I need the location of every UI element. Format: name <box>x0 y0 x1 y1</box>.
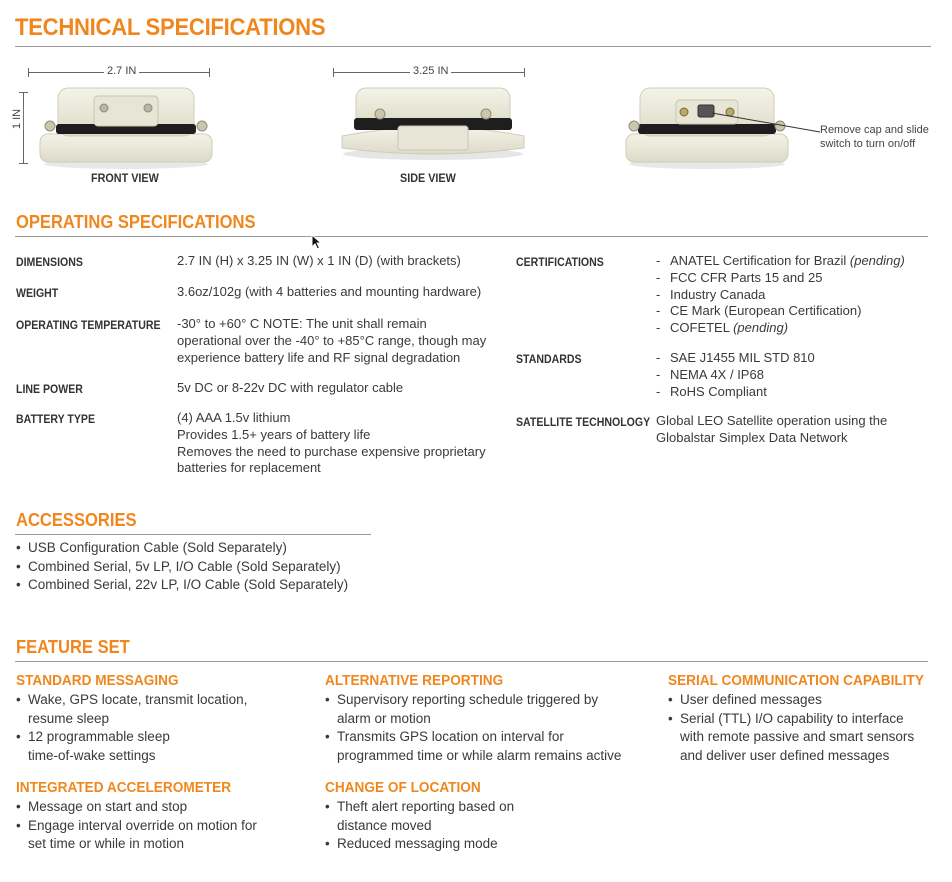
feature-heading: CHANGE OF LOCATION <box>325 780 481 796</box>
spec-value: Global LEO Satellite operation using the Globalstar Simplex Data Network <box>656 413 888 445</box>
feature-list <box>325 798 514 854</box>
spec-label: WEIGHT <box>16 286 59 300</box>
title-rule <box>15 46 931 47</box>
feature-heading: SERIAL COMMUNICATION CAPABILITY <box>668 673 924 689</box>
feature-list <box>16 798 257 854</box>
list-item: • User defined messages <box>668 691 914 710</box>
list-item: • Reduced messaging mode <box>325 835 514 854</box>
spec-label: STANDARDS <box>516 352 582 366</box>
list-item: • Combined Serial, 22v LP, I/O Cable (Sold Separately) <box>16 576 348 595</box>
feature-list <box>668 691 914 765</box>
list-item: • Transmits GPS location on interval for programmed time or while alarm remains active <box>325 728 621 765</box>
feature-set-heading: FEATURE SET <box>16 637 130 657</box>
feature-list <box>325 691 621 765</box>
accessories-heading: ACCESSORIES <box>16 510 137 530</box>
list-item: • Supervisory reporting schedule triggered by alarm or motion <box>325 691 621 728</box>
spec-value: 2.7 IN (H) x 3.25 IN (W) x 1 IN (D) (with brackets) <box>177 253 461 268</box>
list-item: • Wake, GPS locate, transmit location, resume sleep <box>16 691 247 728</box>
spec-label: LINE POWER <box>16 382 83 396</box>
list-item: - ANATEL Certification for Brazil (pending) <box>656 253 905 270</box>
feature-heading: STANDARD MESSAGING <box>16 673 179 689</box>
spec-value: 5v DC or 8-22v DC with regulator cable <box>177 380 404 395</box>
callout-leader-line <box>700 110 825 140</box>
spec-label: SATELLITE TECHNOLOGY <box>516 415 651 429</box>
list-item: - Industry Canada <box>656 287 905 304</box>
spec-label: BATTERY TYPE <box>16 412 96 426</box>
list-item: - FCC CFR Parts 15 and 25 <box>656 270 905 287</box>
list-item: • 12 programmable sleep time-of-wake settings <box>16 728 247 765</box>
spec-label: CERTIFICATIONS <box>516 255 604 269</box>
feature-heading: INTEGRATED ACCELEROMETER <box>16 780 232 796</box>
list-item: - NEMA 4X / IP68 <box>656 367 815 384</box>
standards-list <box>656 350 815 400</box>
front-view-device <box>36 84 216 170</box>
back-view-callout: Remove cap and slide switch to turn on/off <box>820 124 929 150</box>
operating-specs-heading: OPERATING SPECIFICATIONS <box>16 212 256 232</box>
spec-label: OPERATING TEMPERATURE <box>16 318 161 332</box>
front-height-line <box>23 92 24 164</box>
certifications-list <box>656 253 905 337</box>
side-view-device <box>338 84 528 164</box>
feature-list <box>16 691 247 765</box>
mouse-pointer-icon <box>311 234 323 250</box>
front-height-label: 1 IN <box>11 108 24 130</box>
list-item: • Engage interval override on motion for set time or while in motion <box>16 817 257 854</box>
accessories-rule <box>15 534 371 535</box>
front-view-label: FRONT VIEW <box>91 171 159 185</box>
accessories-list <box>16 539 348 595</box>
spec-label: DIMENSIONS <box>16 255 83 269</box>
operating-specs-rule <box>15 236 928 237</box>
list-item: • Theft alert reporting based on distance moved <box>325 798 514 835</box>
feature-set-rule <box>15 661 928 662</box>
list-item: - SAE J1455 MIL STD 810 <box>656 350 815 367</box>
side-view-label: SIDE VIEW <box>400 171 456 185</box>
spec-value: 3.6oz/102g (with 4 batteries and mounting hardware) <box>177 284 482 299</box>
spec-value: (4) AAA 1.5v lithium Provides 1.5+ years of battery life Removes the need to purchase expensive proprietary batteries for replacement <box>177 410 486 476</box>
feature-heading: ALTERNATIVE REPORTING <box>325 673 504 689</box>
front-width-label: 2.7 IN <box>104 65 139 77</box>
list-item: • USB Configuration Cable (Sold Separately) <box>16 539 348 558</box>
list-item: • Combined Serial, 5v LP, I/O Cable (Sold Separately) <box>16 558 348 577</box>
side-width-label: 3.25 IN <box>410 65 451 77</box>
list-item: • Serial (TTL) I/O capability to interface with remote passive and smart sensors and deliver user defined messages <box>668 710 914 766</box>
page-title: TECHNICAL SPECIFICATIONS <box>15 14 326 41</box>
list-item: • Message on start and stop <box>16 798 257 817</box>
spec-value: -30° to +60° C NOTE: The unit shall remain operational over the -40° to +85°C range, though may experience battery life and RF signal degradation <box>177 316 487 365</box>
list-item: - CE Mark (European Certification) <box>656 303 905 320</box>
list-item: - COFETEL (pending) <box>656 320 905 337</box>
list-item: - RoHS Compliant <box>656 384 815 401</box>
